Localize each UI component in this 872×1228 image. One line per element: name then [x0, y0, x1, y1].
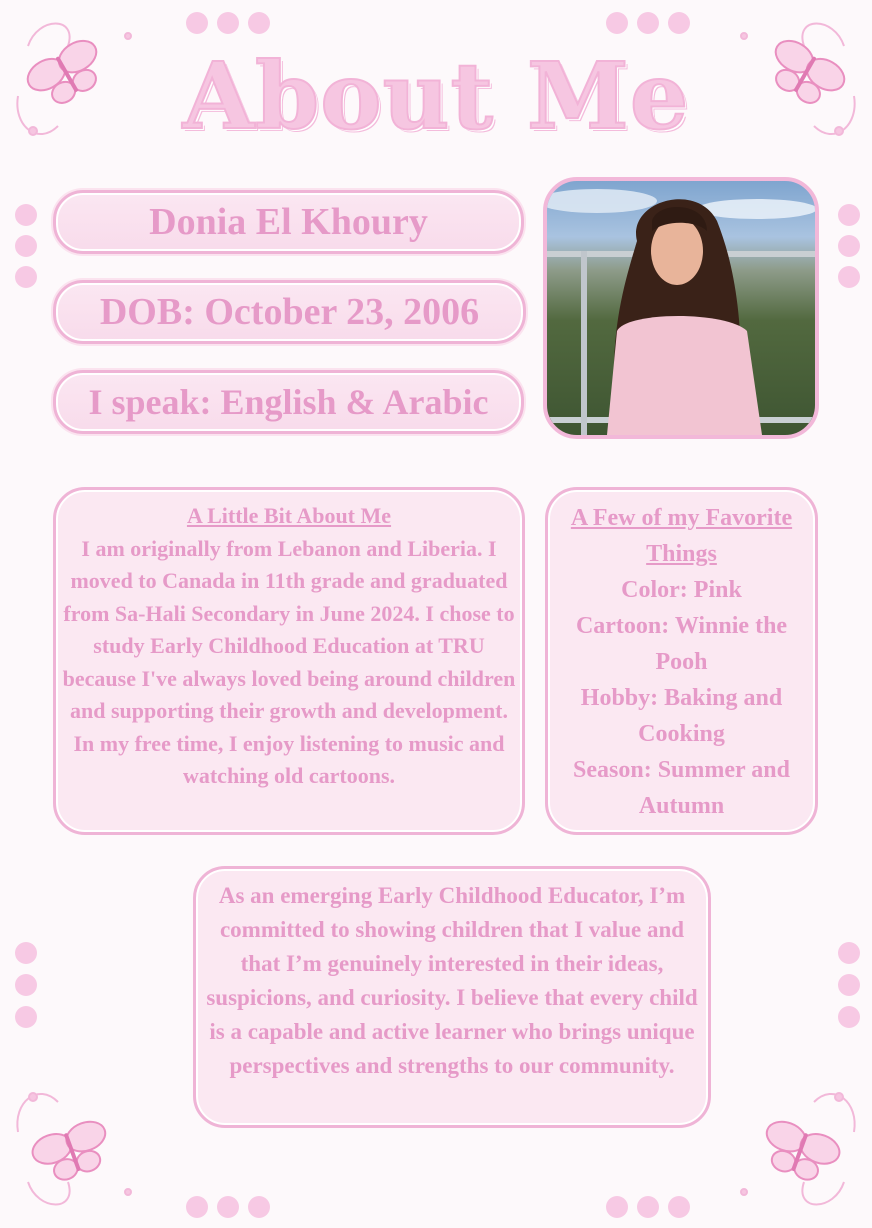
- dot: [606, 12, 628, 34]
- dot: [637, 12, 659, 34]
- dot: [186, 12, 208, 34]
- dot: [15, 942, 37, 964]
- about-body: I am originally from Lebanon and Liberia. I moved to Canada in 11th grade and graduated from Sa-Hali Secondary in June 2024. I chose to study Early Childhood Education at TRU because I've always loved being around children and supporting their growth and development. In my free time, I enjoy listening to music and watching old cartoons.: [62, 535, 516, 788]
- butterfly-icon: [8, 1072, 158, 1222]
- dot: [838, 204, 860, 226]
- name-pill: Donia El Khoury: [53, 190, 524, 254]
- dot: [668, 12, 690, 34]
- favorite-item-hobby: Hobby: Baking and Cooking: [580, 685, 783, 747]
- dot: [838, 235, 860, 257]
- about-box: [53, 487, 525, 835]
- dot: [838, 266, 860, 288]
- dot: [838, 974, 860, 996]
- about-heading: A Little Bit About Me: [186, 503, 392, 528]
- dot: [15, 1006, 37, 1028]
- profile-photo: [543, 177, 819, 439]
- statement-body: As an emerging Early Childhood Educator, I’m committed to showing children that I value and that I’m genuinely interested in their ideas, suspicions, and curiosity. I believe that every child is a capable and active learner who brings unique perspectives and strengths to our community.: [206, 883, 698, 1078]
- dot: [15, 235, 37, 257]
- dot: [15, 204, 37, 226]
- dot: [838, 1006, 860, 1028]
- favorites-heading: A Few of my Favorite Things: [570, 505, 793, 567]
- dot: [248, 12, 270, 34]
- dob-pill: DOB: October 23, 2006: [53, 280, 526, 344]
- butterfly-icon: [714, 1072, 864, 1222]
- favorite-item-cartoon: Cartoon: Winnie the Pooh: [575, 613, 788, 675]
- languages-pill: I speak: English & Arabic: [53, 370, 524, 434]
- dot: [186, 1196, 208, 1218]
- dot: [668, 1196, 690, 1218]
- favorite-item-color: Color: Pink: [621, 577, 742, 603]
- dot: [217, 1196, 239, 1218]
- dot: [15, 266, 37, 288]
- page-title: About Me: [182, 42, 690, 150]
- dot: [838, 942, 860, 964]
- dot: [217, 12, 239, 34]
- statement-box: [193, 866, 711, 1128]
- dot: [637, 1196, 659, 1218]
- dot: [15, 974, 37, 996]
- favorites-box: [545, 487, 818, 835]
- dot: [248, 1196, 270, 1218]
- dot: [606, 1196, 628, 1218]
- favorite-item-season: Season: Summer and Autumn: [573, 757, 790, 819]
